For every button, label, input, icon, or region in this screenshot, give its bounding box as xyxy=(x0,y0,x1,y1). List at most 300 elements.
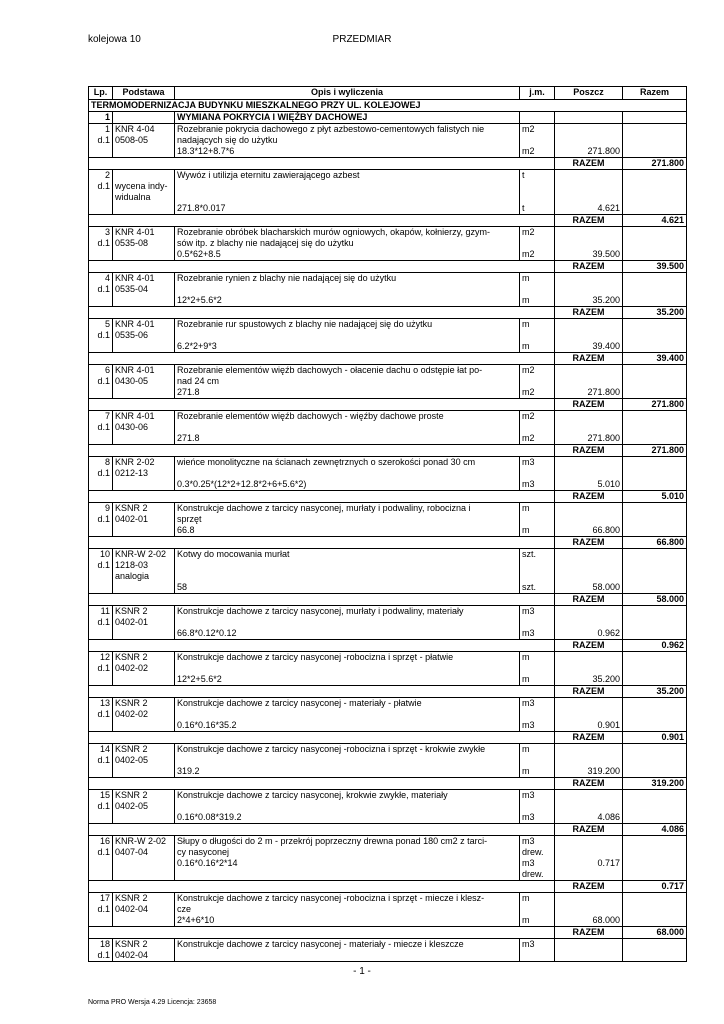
item-formula: 271.8 xyxy=(177,387,200,397)
razem-value: 0.901 xyxy=(623,732,687,744)
item-formula: 0.16*0.16*35.2 xyxy=(177,720,237,730)
item-poszcz xyxy=(555,170,623,215)
item-jm xyxy=(520,365,555,399)
poszcz-value: 35.200 xyxy=(592,295,620,305)
item-lp xyxy=(89,549,113,594)
item-lp xyxy=(89,411,113,445)
table-header-row xyxy=(89,87,687,100)
item-lp xyxy=(89,606,113,640)
jm-unit-result: m2 xyxy=(522,433,535,443)
item-jm xyxy=(520,124,555,158)
podstawa-line: KNR-W 2-02 xyxy=(115,549,167,559)
item-opis xyxy=(175,411,520,445)
podstawa-line: KSNR 2 xyxy=(115,503,148,513)
razem-spacer xyxy=(89,215,113,227)
razem-spacer xyxy=(113,353,175,365)
razem-spacer xyxy=(520,686,555,698)
podstawa-line: wycena indy- xyxy=(115,181,168,191)
item-razem xyxy=(623,273,687,307)
jm-unit-result: m xyxy=(522,341,530,351)
item-opis xyxy=(175,503,520,537)
jm-unit: m3 xyxy=(522,698,535,708)
razem-spacer xyxy=(520,158,555,170)
opis-line xyxy=(177,330,517,341)
item-poszcz xyxy=(555,457,623,491)
page-number: - 1 - xyxy=(353,966,371,977)
item-opis xyxy=(175,790,520,824)
podstawa-line: KSNR 2 xyxy=(115,606,148,616)
jm-unit: m3 xyxy=(522,457,535,467)
podstawa-line: widualna xyxy=(115,192,151,202)
item-lp-suffix: d.1 xyxy=(97,514,110,524)
razem-value: 39.400 xyxy=(623,353,687,365)
opis-line: Konstrukcje dachowe z tarcicy nasyconej, murłaty i podwaliny, robocizna i xyxy=(177,503,471,513)
item-number: 1 xyxy=(104,124,110,134)
razem-spacer xyxy=(175,215,520,227)
jm-unit: m xyxy=(522,319,530,329)
jm-unit: m3 xyxy=(522,939,535,949)
razem-value: 271.800 xyxy=(623,158,687,170)
table-row xyxy=(89,273,687,307)
razem-value: 58.000 xyxy=(623,594,687,606)
podstawa-line: KSNR 2 xyxy=(115,652,148,662)
razem-label: RAZEM xyxy=(555,686,623,698)
item-poszcz xyxy=(555,939,623,962)
podstawa-line: 0402-02 xyxy=(115,709,149,719)
item-lp-suffix: d.1 xyxy=(97,376,110,386)
poszcz-value: 271.800 xyxy=(587,387,620,397)
table-row xyxy=(89,411,687,445)
section-title: TERMOMODERNIZACJA BUDYNKU MIESZKALNEGO PRZY UL. KOLEJOWEJ xyxy=(89,100,687,112)
razem-row xyxy=(89,399,687,411)
podstawa-line: KNR 2-02 xyxy=(115,457,155,467)
razem-label: RAZEM xyxy=(555,491,623,503)
razem-spacer xyxy=(520,445,555,457)
item-formula: 66.8*0.12*0.12 xyxy=(177,628,237,638)
razem-spacer xyxy=(113,824,175,836)
opis-line: Rozebranie rynien z blachy nie nadającej się do użytku xyxy=(177,273,397,283)
razem-label: RAZEM xyxy=(555,594,623,606)
item-lp-suffix: d.1 xyxy=(97,284,110,294)
table-row xyxy=(89,790,687,824)
table-row xyxy=(89,124,687,158)
poszcz-value: 4.621 xyxy=(597,203,620,213)
table-row xyxy=(89,549,687,594)
item-jm xyxy=(520,744,555,778)
item-lp xyxy=(89,457,113,491)
razem-spacer xyxy=(89,491,113,503)
opis-line: Konstrukcje dachowe z tarcicy nasyconej -robocizna i sprzęt - płatwie xyxy=(177,652,454,662)
razem-row xyxy=(89,307,687,319)
poszcz-value: 0.962 xyxy=(597,628,620,638)
item-lp-suffix: d.1 xyxy=(97,181,110,191)
table-row xyxy=(89,457,687,491)
opis-line: nad 24 cm xyxy=(177,376,220,386)
razem-row xyxy=(89,927,687,939)
item-lp-suffix: d.1 xyxy=(97,238,110,248)
podstawa-line: 0402-05 xyxy=(115,755,149,765)
razem-spacer xyxy=(113,778,175,790)
opis-line: Słupy o długości do 2 m - przekrój poprzeczny drewna ponad 180 cm2 z tarci- xyxy=(177,836,488,846)
podstawa-line: KSNR 2 xyxy=(115,698,148,708)
jm-unit: m3 xyxy=(522,790,535,800)
razem-row xyxy=(89,778,687,790)
podstawa-line: KNR 4-01 xyxy=(115,227,155,237)
razem-spacer xyxy=(89,537,113,549)
license-info: Norma PRO Wersja 4.29 Licencja: 23658 xyxy=(88,999,217,1006)
item-poszcz xyxy=(555,411,623,445)
razem-spacer xyxy=(89,158,113,170)
item-opis xyxy=(175,606,520,640)
item-lp-suffix: d.1 xyxy=(97,617,110,627)
item-lp xyxy=(89,227,113,261)
razem-spacer xyxy=(113,686,175,698)
item-number: 18 xyxy=(99,939,110,949)
item-poszcz xyxy=(555,124,623,158)
podstawa-line: KNR 4-01 xyxy=(115,365,155,375)
item-poszcz xyxy=(555,503,623,537)
razem-label: RAZEM xyxy=(555,353,623,365)
jm-unit-extra: drew. xyxy=(522,847,544,857)
item-jm xyxy=(520,790,555,824)
razem-spacer xyxy=(175,594,520,606)
razem-label: RAZEM xyxy=(555,778,623,790)
item-number: 12 xyxy=(99,652,110,662)
razem-spacer xyxy=(113,158,175,170)
opis-line xyxy=(177,663,517,674)
item-poszcz xyxy=(555,744,623,778)
item-lp-suffix: d.1 xyxy=(97,135,110,145)
item-formula: 0.16*0.16*2*14 xyxy=(177,858,238,868)
podstawa-line: analogia xyxy=(115,571,150,581)
jm-unit-result: m xyxy=(522,674,530,684)
razem-spacer xyxy=(520,594,555,606)
jm-unit-result: m xyxy=(522,766,530,776)
razem-spacer xyxy=(520,307,555,319)
razem-spacer xyxy=(113,445,175,457)
table-row xyxy=(89,939,687,962)
razem-value: 271.800 xyxy=(623,445,687,457)
poszcz-value: 0.717 xyxy=(597,858,620,868)
item-formula: 6.2*2+9*3 xyxy=(177,341,217,351)
razem-value: 5.010 xyxy=(623,491,687,503)
opis-line xyxy=(177,468,517,479)
jm-unit: m3 xyxy=(522,606,535,616)
razem-row xyxy=(89,594,687,606)
item-razem xyxy=(623,939,687,962)
col-poszcz: Poszcz xyxy=(555,87,623,100)
razem-value: 35.200 xyxy=(623,307,687,319)
item-opis xyxy=(175,698,520,732)
podstawa-line: 0402-01 xyxy=(115,514,149,524)
item-number: 8 xyxy=(104,457,110,467)
razem-spacer xyxy=(520,537,555,549)
jm-unit: m xyxy=(522,744,530,754)
poszcz-value: 271.800 xyxy=(587,433,620,443)
poszcz-value: 319.200 xyxy=(587,766,620,776)
item-razem xyxy=(623,698,687,732)
razem-label: RAZEM xyxy=(555,732,623,744)
razem-spacer xyxy=(89,261,113,273)
razem-spacer xyxy=(113,261,175,273)
razem-spacer xyxy=(520,927,555,939)
item-podstawa xyxy=(113,170,175,215)
opis-line: Konstrukcje dachowe z tarcicy nasyconej - materiały - płatwie xyxy=(177,698,422,708)
razem-label: RAZEM xyxy=(555,215,623,227)
item-podstawa xyxy=(113,836,175,881)
opis-line: Konstrukcje dachowe z tarcicy nasyconej, krokwie zwykłe, materiały xyxy=(177,790,448,800)
jm-unit-result: szt. xyxy=(522,582,537,592)
razem-label: RAZEM xyxy=(555,445,623,457)
podstawa-line: KNR 4-01 xyxy=(115,273,155,283)
item-lp xyxy=(89,365,113,399)
item-podstawa xyxy=(113,939,175,962)
item-opis xyxy=(175,319,520,353)
item-lp-suffix: d.1 xyxy=(97,560,110,570)
item-razem xyxy=(623,227,687,261)
razem-spacer xyxy=(175,399,520,411)
table-row xyxy=(89,319,687,353)
podstawa-line xyxy=(115,170,172,181)
item-lp xyxy=(89,170,113,215)
razem-spacer xyxy=(520,399,555,411)
item-podstawa xyxy=(113,227,175,261)
razem-value: 35.200 xyxy=(623,686,687,698)
podstawa-line: KNR 4-01 xyxy=(115,319,155,329)
podstawa-line: KSNR 2 xyxy=(115,790,148,800)
podstawa-line: 0402-04 xyxy=(115,950,149,960)
item-number: 13 xyxy=(99,698,110,708)
razem-spacer xyxy=(175,778,520,790)
item-poszcz xyxy=(555,698,623,732)
razem-label: RAZEM xyxy=(555,537,623,549)
razem-value: 4.086 xyxy=(623,824,687,836)
item-lp xyxy=(89,836,113,881)
item-number: 11 xyxy=(100,606,110,616)
item-jm xyxy=(520,457,555,491)
razem-spacer xyxy=(520,215,555,227)
podstawa-line: KNR-W 2-02 xyxy=(115,836,167,846)
item-opis xyxy=(175,652,520,686)
item-razem xyxy=(623,606,687,640)
podstawa-line: 0402-04 xyxy=(115,904,149,914)
poszcz-value: 68.000 xyxy=(592,915,620,925)
item-lp xyxy=(89,893,113,927)
razem-label: RAZEM xyxy=(555,158,623,170)
poszcz-value: 35.200 xyxy=(592,674,620,684)
razem-spacer xyxy=(520,778,555,790)
jm-unit: m2 xyxy=(522,411,535,421)
jm-unit-result: m3 xyxy=(522,812,535,822)
opis-line: Kotwy do mocowania murłat xyxy=(177,549,290,559)
jm-unit-result: m xyxy=(522,525,530,535)
item-formula: 2*4+6*10 xyxy=(177,915,215,925)
item-lp xyxy=(89,273,113,307)
razem-spacer xyxy=(89,778,113,790)
opis-line: sprzęt xyxy=(177,514,202,524)
item-podstawa xyxy=(113,124,175,158)
podstawa-line: 0430-05 xyxy=(115,376,149,386)
razem-value: 0.717 xyxy=(623,881,687,893)
item-poszcz xyxy=(555,652,623,686)
item-opis xyxy=(175,227,520,261)
podstawa-line: 0402-05 xyxy=(115,801,149,811)
razem-spacer xyxy=(175,640,520,652)
item-lp xyxy=(89,503,113,537)
table-row xyxy=(89,503,687,537)
item-lp xyxy=(89,790,113,824)
poszcz-value: 39.400 xyxy=(592,341,620,351)
item-number: 17 xyxy=(99,893,110,903)
razem-value: 66.800 xyxy=(623,537,687,549)
jm-unit-result: m3 xyxy=(522,628,535,638)
item-number: 16 xyxy=(99,836,110,846)
jm-unit: m2 xyxy=(522,227,535,237)
item-formula: 18.3*12+8.7*6 xyxy=(177,146,235,156)
razem-row xyxy=(89,491,687,503)
podstawa-line: 0535-06 xyxy=(115,330,149,340)
item-jm xyxy=(520,411,555,445)
razem-spacer xyxy=(520,881,555,893)
podstawa-line: 1218-03 xyxy=(115,560,149,570)
item-poszcz xyxy=(555,549,623,594)
item-razem xyxy=(623,365,687,399)
item-podstawa xyxy=(113,606,175,640)
item-podstawa xyxy=(113,319,175,353)
item-lp-suffix: d.1 xyxy=(97,709,110,719)
item-razem xyxy=(623,652,687,686)
item-lp-suffix: d.1 xyxy=(97,847,110,857)
table-row xyxy=(89,744,687,778)
podstawa-line: 0535-04 xyxy=(115,284,149,294)
razem-spacer xyxy=(89,353,113,365)
item-opis xyxy=(175,893,520,927)
item-opis xyxy=(175,836,520,881)
item-razem xyxy=(623,549,687,594)
item-lp-suffix: d.1 xyxy=(97,330,110,340)
podstawa-line: KSNR 2 xyxy=(115,893,148,903)
razem-spacer xyxy=(520,824,555,836)
item-podstawa xyxy=(113,698,175,732)
razem-spacer xyxy=(89,307,113,319)
item-opis xyxy=(175,457,520,491)
razem-label: RAZEM xyxy=(555,824,623,836)
col-jm: j.m. xyxy=(520,87,555,100)
table-row xyxy=(89,893,687,927)
item-formula: 271.8 xyxy=(177,433,200,443)
item-lp-suffix: d.1 xyxy=(97,755,110,765)
item-podstawa xyxy=(113,893,175,927)
razem-spacer xyxy=(89,732,113,744)
item-jm xyxy=(520,319,555,353)
opis-line: Rozebranie obróbek blacharskich murów ogniowych, okapów, kołnierzy, gzym- xyxy=(177,227,490,237)
jm-unit-result: m2 xyxy=(522,249,535,259)
item-poszcz xyxy=(555,273,623,307)
opis-line: cy nasyconej xyxy=(177,847,230,857)
podstawa-line: 0212-13 xyxy=(115,468,149,478)
jm-unit: m xyxy=(522,273,530,283)
razem-spacer xyxy=(175,881,520,893)
razem-row xyxy=(89,215,687,227)
col-lp: Lp. xyxy=(89,87,113,100)
przedmiar-table xyxy=(88,86,687,962)
opis-line xyxy=(177,617,517,628)
razem-spacer xyxy=(89,640,113,652)
subsection-row xyxy=(89,112,687,124)
poszcz-value: 5.010 xyxy=(597,479,620,489)
razem-value: 4.621 xyxy=(623,215,687,227)
item-formula: 58 xyxy=(177,582,188,592)
jm-unit: m2 xyxy=(522,365,535,375)
item-opis xyxy=(175,939,520,962)
podstawa-line: 0407-04 xyxy=(115,847,149,857)
razem-spacer xyxy=(89,399,113,411)
razem-spacer xyxy=(175,261,520,273)
item-podstawa xyxy=(113,652,175,686)
table-row xyxy=(89,606,687,640)
jm-unit-result: t xyxy=(522,203,525,213)
item-poszcz xyxy=(555,319,623,353)
item-opis xyxy=(175,744,520,778)
jm-unit-result: m xyxy=(522,915,530,925)
razem-spacer xyxy=(89,445,113,457)
table-row xyxy=(89,652,687,686)
podstawa-line: KNR 4-01 xyxy=(115,411,155,421)
razem-spacer xyxy=(520,261,555,273)
jm-unit-result: m3 xyxy=(522,720,535,730)
item-lp xyxy=(89,124,113,158)
razem-spacer xyxy=(89,927,113,939)
opis-line: Rozebranie rur spustowych z blachy nie nadającej się do użytku xyxy=(177,319,433,329)
razem-row xyxy=(89,261,687,273)
item-opis xyxy=(175,549,520,594)
razem-spacer xyxy=(113,537,175,549)
razem-row xyxy=(89,537,687,549)
podstawa-line: 0430-06 xyxy=(115,422,149,432)
item-formula: 0.5*62+8.5 xyxy=(177,249,221,259)
razem-label: RAZEM xyxy=(555,927,623,939)
item-podstawa xyxy=(113,457,175,491)
item-jm xyxy=(520,170,555,215)
item-formula: 271.8*0.017 xyxy=(177,203,226,213)
item-poszcz xyxy=(555,227,623,261)
item-jm xyxy=(520,503,555,537)
header-project-name: kolejowa 10 xyxy=(88,34,141,45)
item-opis xyxy=(175,273,520,307)
item-formula: 0.3*0.25*(12*2+12.8*2+6+5.6*2) xyxy=(177,479,307,489)
subsection-title: WYMIANA POKRYCIA I WIĘŹBY DACHOWEJ xyxy=(175,112,520,124)
item-formula: 12*2+5.6*2 xyxy=(177,674,222,684)
table-row xyxy=(89,227,687,261)
item-razem xyxy=(623,790,687,824)
item-formula: 12*2+5.6*2 xyxy=(177,295,222,305)
item-formula: 66.8 xyxy=(177,525,195,535)
razem-spacer xyxy=(175,158,520,170)
poszcz-value: 271.800 xyxy=(587,146,620,156)
podstawa-line: 0508-05 xyxy=(115,135,149,145)
opis-line: Rozebranie pokrycia dachowego z płyt azbestowo-cementowych falistych nie xyxy=(177,124,485,134)
opis-line xyxy=(177,571,517,582)
item-number: 5 xyxy=(104,319,110,329)
item-razem xyxy=(623,170,687,215)
col-podstawa: Podstawa xyxy=(113,87,175,100)
opis-line: Konstrukcje dachowe z tarcicy nasyconej -robocizna i sprzęt - krokwie zwykłe xyxy=(177,744,486,754)
item-jm xyxy=(520,893,555,927)
razem-spacer xyxy=(113,491,175,503)
item-podstawa xyxy=(113,744,175,778)
podstawa-line: KNR 4-04 xyxy=(115,124,155,134)
item-podstawa xyxy=(113,365,175,399)
